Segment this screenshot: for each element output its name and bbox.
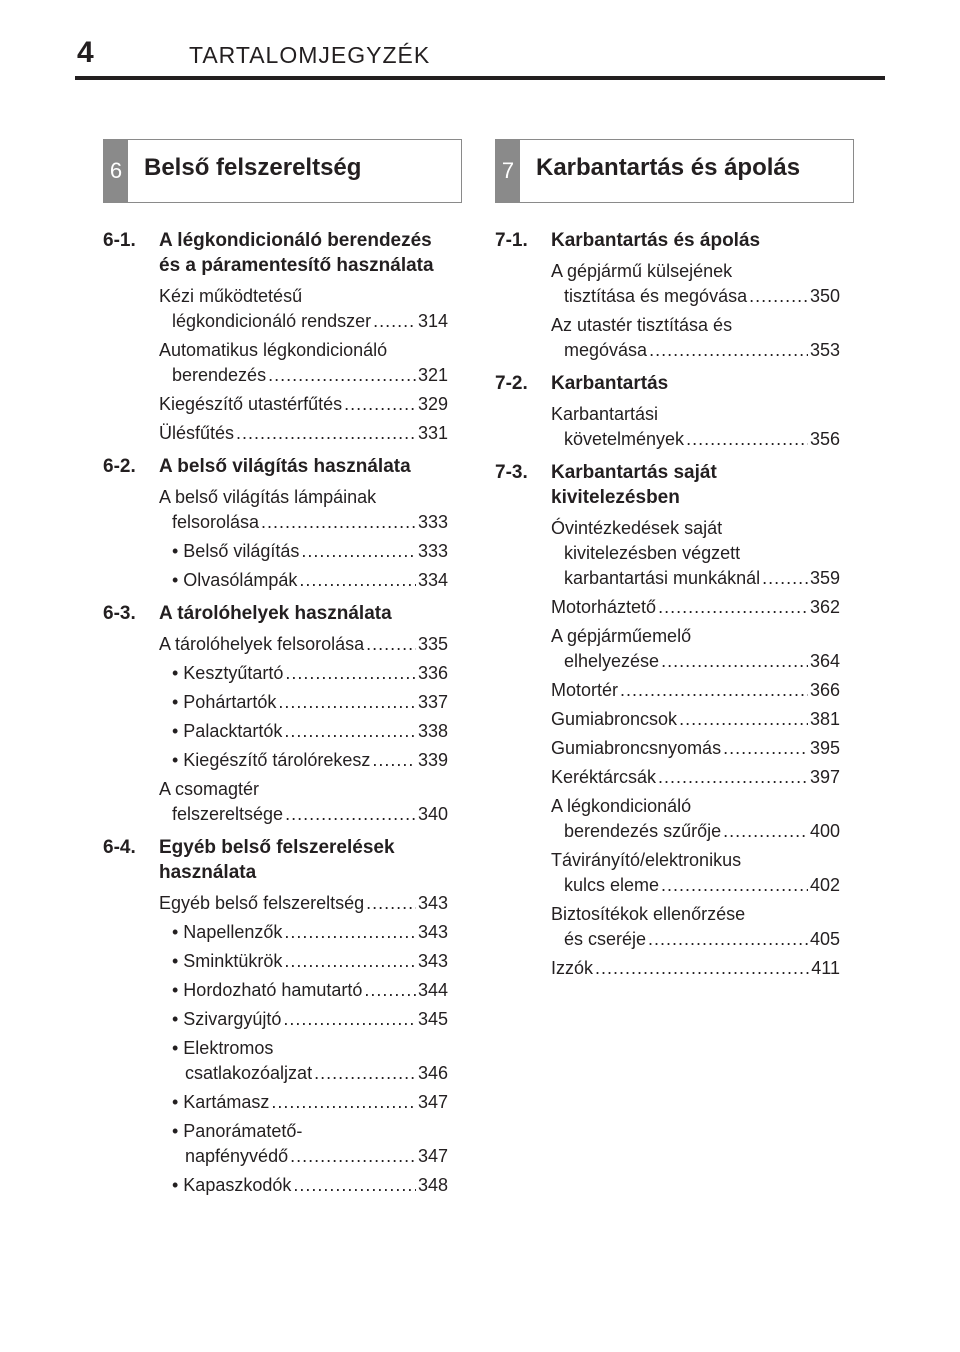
dot-leader	[299, 568, 416, 593]
toc-entry[interactable]	[103, 949, 448, 974]
entry-text: • Olvasólámpák	[172, 570, 298, 590]
entry-text: • Pohártartók	[172, 692, 277, 712]
entry-text: karbantartási munkáknál	[564, 568, 761, 588]
page-ref: 364	[809, 651, 840, 671]
page-ref: 343	[417, 922, 448, 942]
dot-leader	[236, 421, 416, 446]
dot-leader	[686, 427, 808, 452]
page-ref: 345	[417, 1009, 448, 1029]
entry-leader-row	[103, 1061, 448, 1086]
entry-leader-row	[495, 566, 840, 591]
chapter-heading	[103, 228, 448, 278]
entry-text: berendezés	[172, 365, 267, 385]
entry-text: • Kiegészítő tárolórekesz	[172, 750, 371, 770]
entry-text: napfényvédő	[185, 1146, 289, 1166]
toc-entry[interactable]	[495, 956, 840, 981]
entry-leader-row	[495, 678, 840, 703]
toc-entry[interactable]	[103, 777, 448, 827]
toc-column-left	[103, 228, 448, 1198]
entry-leader-row	[103, 978, 448, 1003]
header-divider	[75, 76, 885, 80]
chapter-number: 6-1.	[103, 230, 136, 251]
page-ref: 346	[417, 1063, 448, 1083]
chapter-number: 7-3.	[495, 462, 528, 483]
entry-text: • Palacktartók	[172, 721, 283, 741]
section-title: Belső felszereltség	[144, 154, 362, 181]
toc-entry[interactable]	[103, 748, 448, 773]
entry-leader-row	[103, 802, 448, 827]
page-ref: 397	[809, 767, 840, 787]
dot-leader	[314, 1061, 416, 1086]
entry-text: Kiegészítő utastérfűtés	[159, 394, 343, 414]
chapter-number: 6-2.	[103, 456, 136, 477]
toc-entry[interactable]	[103, 1090, 448, 1115]
entry-text-line: A belső világítás lámpáinak	[159, 487, 377, 507]
entry-leader-row	[103, 690, 448, 715]
dot-leader	[749, 284, 808, 309]
page-ref: 348	[417, 1175, 448, 1195]
entry-leader-row	[103, 1173, 448, 1198]
entry-text-line: A csomagtér	[159, 779, 260, 799]
entry-text: tisztítása és megóvása	[564, 286, 748, 306]
dot-leader	[268, 363, 416, 388]
page-ref: 335	[417, 634, 448, 654]
entry-leader-row	[495, 956, 840, 981]
page-ref: 321	[417, 365, 448, 385]
toc-entry[interactable]	[103, 690, 448, 715]
dot-leader	[290, 1144, 416, 1169]
entry-text: Ülésfűtés	[159, 423, 235, 443]
dot-leader	[372, 748, 416, 773]
entry-leader-row	[103, 1090, 448, 1115]
entry-leader-row	[495, 338, 840, 363]
entry-text: Motortér	[551, 680, 619, 700]
entry-leader-row	[103, 661, 448, 686]
dot-leader	[344, 392, 416, 417]
chapter-title: Karbantartás	[551, 373, 669, 394]
section-number: 6	[104, 140, 128, 202]
entry-text-line: Óvintézkedések saját	[551, 518, 723, 538]
toc-entry[interactable]	[495, 624, 840, 674]
chapter-title: A tárolóhelyek használata	[159, 603, 392, 624]
entry-text: felszereltsége	[172, 804, 284, 824]
dot-leader	[261, 510, 416, 535]
entry-text-line: Karbantartási	[551, 404, 659, 424]
toc-entry[interactable]	[495, 707, 840, 732]
section-header-6	[103, 139, 462, 203]
entry-text-line: Biztosítékok ellenőrzése	[551, 904, 746, 924]
toc-entry[interactable]	[103, 392, 448, 417]
entry-text-line: A gépjárműemelő	[551, 626, 692, 646]
toc-entry[interactable]	[103, 632, 448, 657]
dot-leader	[658, 765, 808, 790]
section-title: Karbantartás és ápolás	[536, 154, 801, 181]
toc-entry[interactable]	[103, 1036, 448, 1086]
page-ref: 331	[417, 423, 448, 443]
entry-text: • Kartámasz	[172, 1092, 270, 1112]
chapter-heading	[495, 460, 840, 510]
entry-text: Gumiabroncsnyomás	[551, 738, 722, 758]
page-ref: 362	[809, 597, 840, 617]
toc-entry[interactable]	[495, 402, 840, 452]
page-ref: 353	[809, 340, 840, 360]
entry-leader-row	[103, 632, 448, 657]
page-ref: 343	[417, 951, 448, 971]
dot-leader	[661, 873, 808, 898]
page-ref: 336	[417, 663, 448, 683]
chapter-heading	[495, 371, 840, 396]
toc-entry[interactable]	[103, 1007, 448, 1032]
entry-text: berendezés szűrője	[564, 821, 722, 841]
toc-entry[interactable]	[495, 595, 840, 620]
chapter-heading	[103, 601, 448, 626]
toc-entry[interactable]	[103, 891, 448, 916]
entry-text-line: • Panorámatető-	[172, 1121, 303, 1141]
page-ref: 333	[417, 541, 448, 561]
dot-leader	[679, 707, 808, 732]
page-ref: 395	[809, 738, 840, 758]
entry-leader-row	[495, 595, 840, 620]
dot-leader	[366, 891, 416, 916]
entry-text: felsorolása	[172, 512, 260, 532]
entry-text: Gumiabroncsok	[551, 709, 678, 729]
toc-entry[interactable]	[103, 338, 448, 388]
entry-text: Motorháztető	[551, 597, 657, 617]
entry-leader-row	[103, 920, 448, 945]
page-ref: 350	[809, 286, 840, 306]
dot-leader	[293, 1173, 416, 1198]
page-title: TARTALOMJEGYZÉK	[189, 42, 431, 68]
toc-entry[interactable]	[495, 794, 840, 844]
chapter-number: 7-2.	[495, 373, 528, 394]
dot-leader	[284, 920, 416, 945]
page-ref: 405	[809, 929, 840, 949]
dot-leader	[364, 978, 416, 1003]
chapter-title: A belső világítás használata	[159, 456, 411, 477]
dot-leader	[285, 802, 416, 827]
page-ref: 334	[417, 570, 448, 590]
dot-leader	[620, 678, 808, 703]
entry-leader-row	[495, 927, 840, 952]
toc-entry[interactable]	[103, 920, 448, 945]
entry-text-line: A gépjármű külsejének	[551, 261, 733, 281]
toc-entry[interactable]	[495, 313, 840, 363]
entry-leader-row	[103, 1144, 448, 1169]
dot-leader	[723, 736, 808, 761]
entry-text: megóvása	[564, 340, 648, 360]
entry-leader-row	[495, 707, 840, 732]
entry-leader-row	[495, 427, 840, 452]
entry-text-line: Távirányító/elektronikus	[551, 850, 742, 870]
toc-entry[interactable]	[103, 1173, 448, 1198]
entry-text-line: Kézi működtetésű	[159, 286, 303, 306]
page-ref: 337	[417, 692, 448, 712]
dot-leader	[373, 309, 416, 334]
page-ref: 359	[809, 568, 840, 588]
entry-leader-row	[103, 748, 448, 773]
dot-leader	[271, 1090, 416, 1115]
section-header-7	[495, 139, 854, 203]
entry-text: A tárolóhelyek felsorolása	[159, 634, 365, 654]
entry-text: csatlakozóaljzat	[185, 1063, 313, 1083]
chapter-number: 6-3.	[103, 603, 136, 624]
page-ref: 400	[809, 821, 840, 841]
entry-leader-row	[103, 719, 448, 744]
toc-entry[interactable]	[495, 765, 840, 790]
chapter-title: Karbantartás saját kivitelezésben	[551, 462, 717, 508]
chapter-title: Karbantartás és ápolás	[551, 230, 761, 251]
toc-column-right	[495, 228, 840, 981]
chapter-title: Egyéb belső felszerelések használata	[159, 837, 395, 883]
entry-text: és cseréje	[564, 929, 647, 949]
entry-leader-row	[103, 891, 448, 916]
entry-leader-row	[103, 568, 448, 593]
page-ref: 338	[417, 721, 448, 741]
entry-text-line: Automatikus légkondicionáló	[159, 340, 388, 360]
entry-text-line: kivitelezésben végzett	[564, 543, 741, 563]
toc-entry[interactable]	[103, 421, 448, 446]
page-ref: 411	[811, 958, 840, 978]
entry-text: Keréktárcsák	[551, 767, 657, 787]
toc-entry[interactable]	[495, 516, 840, 591]
entry-text: • Sminktükrök	[172, 951, 283, 971]
dot-leader	[762, 566, 808, 591]
entry-text: • Napellenzők	[172, 922, 283, 942]
chapter-heading	[103, 835, 448, 885]
dot-leader	[284, 949, 416, 974]
dot-leader	[648, 927, 808, 952]
dot-leader	[723, 819, 808, 844]
entry-leader-row	[103, 510, 448, 535]
toc-entry[interactable]	[495, 848, 840, 898]
entry-text-line: A légkondicionáló	[551, 796, 692, 816]
page-ref: 366	[809, 680, 840, 700]
dot-leader	[285, 661, 416, 686]
toc-entry[interactable]	[103, 284, 448, 334]
page-ref: 347	[417, 1092, 448, 1112]
toc-entry[interactable]	[103, 1119, 448, 1169]
entry-text: • Hordozható hamutartó	[172, 980, 363, 1000]
chapter-title: A légkondicionáló berendezés és a páramentesítő használata	[159, 230, 434, 276]
page-ref: 347	[417, 1146, 448, 1166]
toc-entry[interactable]	[495, 736, 840, 761]
page-ref: 381	[809, 709, 840, 729]
entry-leader-row	[103, 421, 448, 446]
section-number: 7	[496, 140, 520, 202]
toc-entry[interactable]	[495, 259, 840, 309]
chapter-number: 7-1.	[495, 230, 528, 251]
entry-leader-row	[495, 284, 840, 309]
dot-leader	[595, 956, 809, 981]
entry-text: kulcs eleme	[564, 875, 660, 895]
entry-leader-row	[103, 392, 448, 417]
chapter-number: 6-4.	[103, 837, 136, 858]
dot-leader	[658, 595, 808, 620]
page-ref: 340	[417, 804, 448, 824]
chapter-heading	[495, 228, 840, 253]
page-ref: 339	[417, 750, 448, 770]
page-ref: 343	[417, 893, 448, 913]
entry-text: elhelyezése	[564, 651, 660, 671]
entry-text-line: Az utastér tisztítása és	[551, 315, 733, 335]
toc-entry[interactable]	[103, 568, 448, 593]
entry-text: követelmények	[564, 429, 685, 449]
page-ref: 402	[809, 875, 840, 895]
toc-entry[interactable]	[495, 902, 840, 952]
page-ref: 314	[417, 311, 448, 331]
entry-leader-row	[495, 819, 840, 844]
entry-text-line: • Elektromos	[172, 1038, 274, 1058]
page-ref: 344	[417, 980, 448, 1000]
chapter-heading	[103, 454, 448, 479]
entry-leader-row	[103, 309, 448, 334]
dot-leader	[278, 690, 416, 715]
page-number: 4	[77, 36, 94, 69]
toc-entry[interactable]	[495, 678, 840, 703]
dot-leader	[283, 1007, 416, 1032]
dot-leader	[649, 338, 808, 363]
dot-leader	[661, 649, 808, 674]
dot-leader	[284, 719, 416, 744]
entry-leader-row	[495, 649, 840, 674]
page-ref: 329	[417, 394, 448, 414]
entry-leader-row	[103, 949, 448, 974]
toc-entry[interactable]	[103, 719, 448, 744]
entry-text: • Szivargyújtó	[172, 1009, 282, 1029]
entry-text: Egyéb belső felszereltség	[159, 893, 365, 913]
toc-entry[interactable]	[103, 485, 448, 535]
page-header	[0, 0, 960, 80]
page-ref: 356	[809, 429, 840, 449]
entry-text: légkondicionáló rendszer	[172, 311, 372, 331]
entry-leader-row	[103, 1007, 448, 1032]
entry-leader-row	[495, 765, 840, 790]
entry-text: • Kesztyűtartó	[172, 663, 284, 683]
entry-text: • Kapaszkodók	[172, 1175, 292, 1195]
entry-leader-row	[103, 539, 448, 564]
toc-entry[interactable]	[103, 539, 448, 564]
entry-text: • Belső világítás	[172, 541, 300, 561]
toc-entry[interactable]	[103, 661, 448, 686]
dot-leader	[366, 632, 416, 657]
dot-leader	[301, 539, 416, 564]
entry-leader-row	[495, 873, 840, 898]
page-ref: 333	[417, 512, 448, 532]
toc-entry[interactable]	[103, 978, 448, 1003]
entry-leader-row	[495, 736, 840, 761]
entry-text: Izzók	[551, 958, 594, 978]
entry-leader-row	[103, 363, 448, 388]
